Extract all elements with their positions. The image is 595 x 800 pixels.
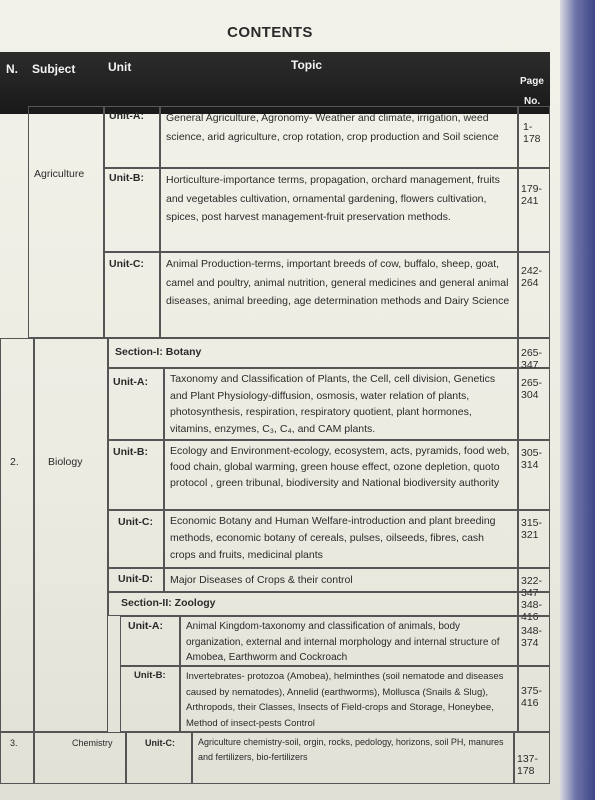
header-subject: Subject [32,62,76,76]
table-header [0,52,550,114]
page-number: 305-314 [518,440,550,510]
topic-cell: Animal Kingdom-taxonomy and classification of animals, body organization, external and internal morphology and internal structure of Amobea, Earthworm and Cockroach [180,616,518,666]
page-number: 375-416 [518,666,550,732]
header-unit: Unit [108,60,132,74]
topic-cell: Invertebrates- protozoa (Amobea), helminthes (soil nematode and diseases caused by nematodes), Annelid (earthworms), Mollusca (Snails & Slug), Arthropods, their Classes, Insects of Field-crops and Storage, Honeybee, Method of insect-pests Control [180,666,518,732]
header-page-no: No. [524,96,541,107]
subject-cell-agriculture [28,106,104,338]
subject-agriculture: Agriculture [34,168,85,180]
page-number: 137-178 [514,732,550,784]
topic-cell: General Agriculture, Agronomy- Weather and climate, irrigation, weed science, arid agriculture, crop rotation, crop production and Soil science [160,106,518,168]
section-botany: Section-I: Botany [108,338,518,368]
topic-cell: Major Diseases of Crops & their control [164,568,518,592]
page-number: 265-304 [518,368,550,440]
subject-biology: Biology [48,456,83,468]
header-sno: N. [6,62,18,76]
unit-label: Unit-D: [118,573,153,585]
header-topic: Topic [291,58,323,72]
unit-label: Unit-B: [109,172,144,184]
page-number: 1-178 [518,106,550,168]
unit-label: Unit-C: [109,258,144,270]
subject-cell-biology [34,338,108,732]
page-number: 348-416 [518,592,550,616]
topic-cell: Agriculture chemistry-soil, orgin, rocks, pedology, horizons, soil PH, manures and fertilizers, bio-fertilizers [192,732,514,784]
sno-chemistry: 3. [10,738,18,748]
unit-label: Unit-C: [118,516,153,528]
topic-cell: Economic Botany and Human Welfare-introduction and plant breeding methods, economic botany of cereals, pulses, oilseeds, fibres, cash crops and fruits, medicinal plants [164,510,518,568]
topic-cell: Ecology and Environment-ecology, ecosystem, acts, pyramids, food web, food chain, global warming, green house effect, ozone depletion, quoto protocol , green tribunal, biodiversity and National biodiversity authority [164,440,518,510]
topic-cell: Animal Production-terms, important breeds of cow, buffalo, sheep, goat, camel and poultry, animal nutrition, general medicines and general animal diseases, animal breeding, age determination methods and Dairy Science [160,252,518,338]
unit-label: Unit-B: [113,446,148,458]
section-zoology: Section-II: Zoology [108,592,518,616]
unit-label: Unit-A: [128,620,163,632]
unit-label: Unit-A: [113,376,148,388]
subject-chemistry: Chemistry [72,738,113,748]
topic-cell: Horticulture-importance terms, propagation, orchard management, fruits and vegetables cultivation, ornamental gardening, flowers cultivation, spices, post harvest management-fruit preservation methods. [160,168,518,252]
page-number: 265-347 [518,338,550,368]
unit-label: Unit-B: [134,670,166,681]
sno-biology: 2. [10,456,19,468]
page-number: 242-264 [518,252,550,338]
sno-cell [0,338,34,732]
page-number: 322-347 [518,568,550,592]
unit-label: Unit-A: [109,110,144,122]
header-page: Page [520,76,544,87]
unit-label: Unit-C: [145,738,175,748]
page-number: 315-321 [518,510,550,568]
page-number: 179-241 [518,168,550,252]
page-edge-shadow [560,0,595,800]
page-number: 348-374 [518,616,550,666]
page-title: CONTENTS [227,24,313,41]
topic-cell: Taxonomy and Classification of Plants, the Cell, cell division, Genetics and Plant Physiology-diffusion, osmosis, water relation of plants, photosynthesis, respiration, respiratory quotient, plant hormones, vitamins, enzymes, C₃, C₄, and CAM plants. [164,368,518,440]
